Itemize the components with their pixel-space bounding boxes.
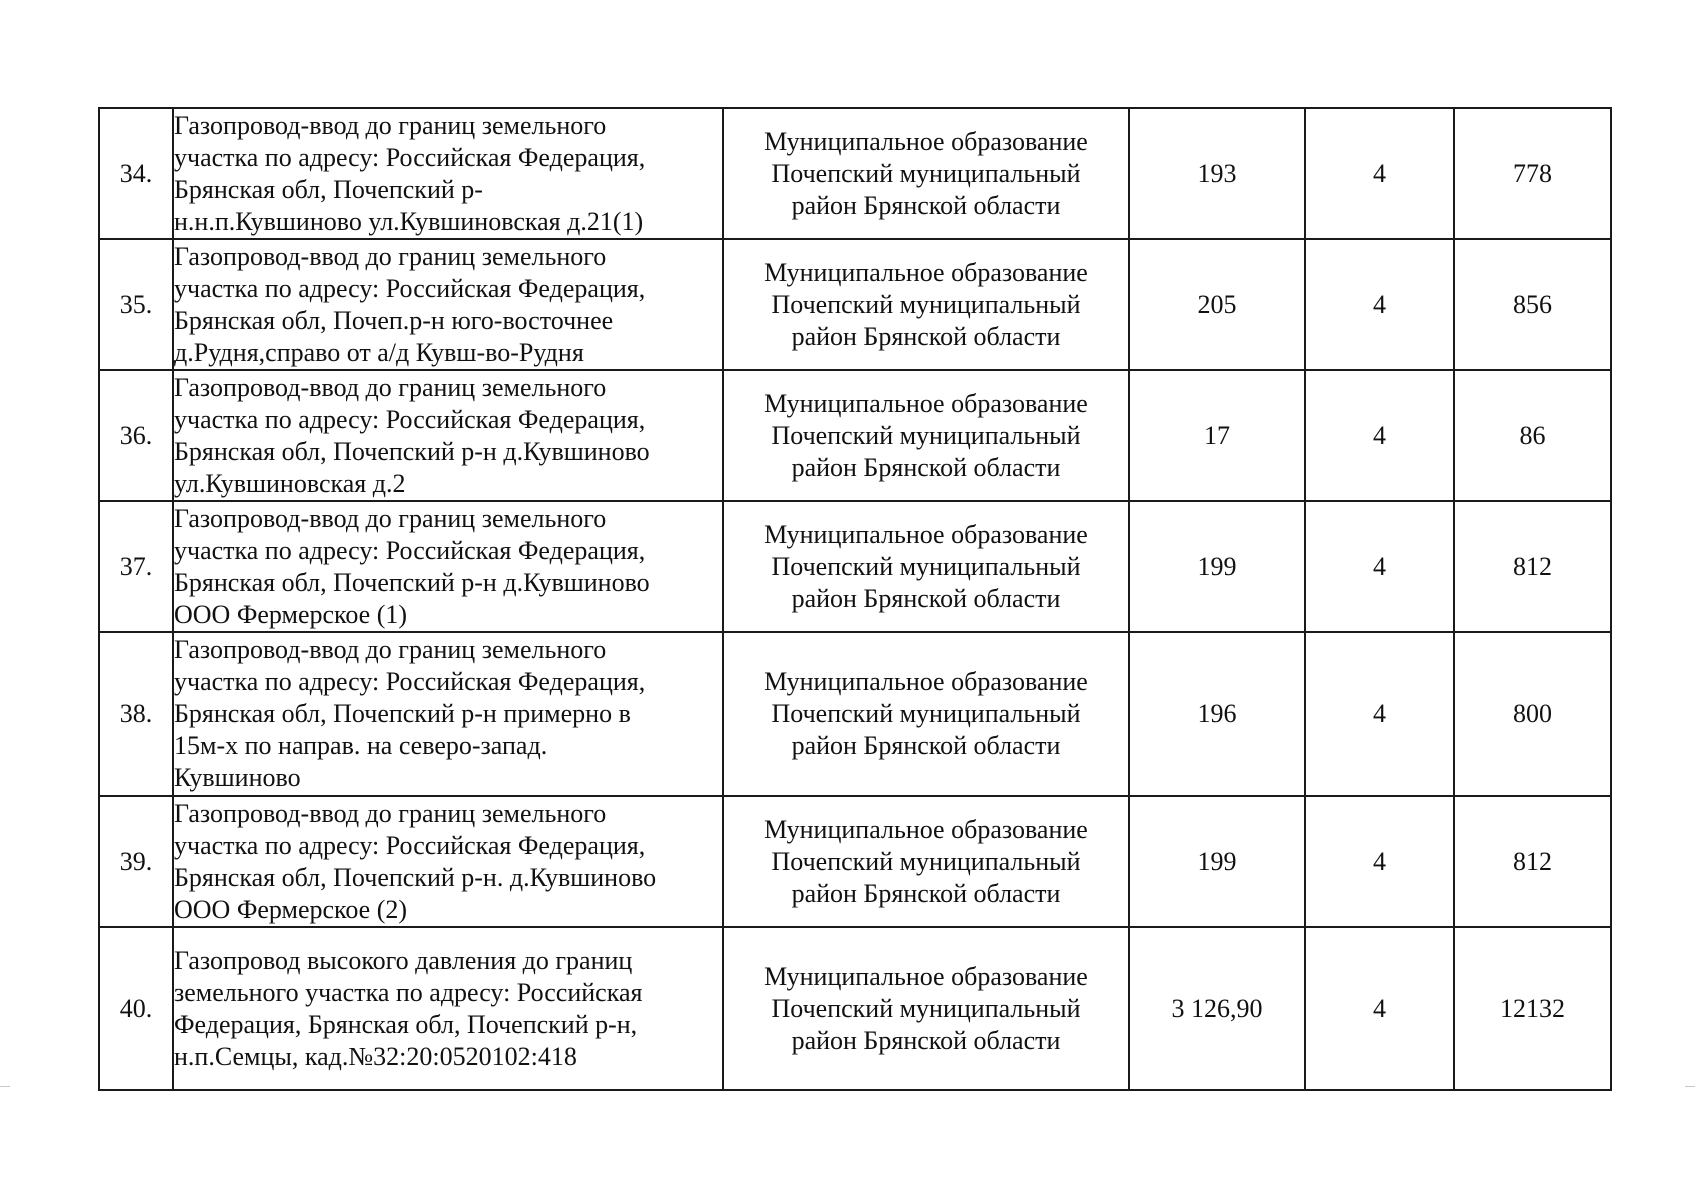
row-number: 38. xyxy=(99,632,173,796)
scan-edge-mark-left xyxy=(0,1086,10,1087)
category-value: 4 xyxy=(1305,796,1454,927)
object-name: Газопровод-ввод до границ земельного участка по адресу: Российская Федерация, Брянская обл, Почепский р- н.н.п.Кувшиново ул.Кувшиновская д.21(1) xyxy=(173,108,723,239)
table-row xyxy=(99,501,1611,632)
table-row xyxy=(99,927,1611,1090)
row-number: 35. xyxy=(99,239,173,370)
owner-name: Муниципальное образование Почепский муниципальный район Брянской области xyxy=(723,108,1129,239)
table-row xyxy=(99,108,1611,239)
length-value: 199 xyxy=(1129,796,1305,927)
object-name: Газопровод-ввод до границ земельного участка по адресу: Российская Федерация, Брянская обл, Почепский р-н. д.Кувшиново ООО Фермерское (2) xyxy=(173,796,723,927)
object-name: Газопровод-ввод до границ земельного участка по адресу: Российская Федерация, Брянская обл, Почепский р-н д.Кувшиново ООО Фермерское (1) xyxy=(173,501,723,632)
cost-value: 12132 xyxy=(1454,927,1611,1090)
category-value: 4 xyxy=(1305,370,1454,501)
registry-table xyxy=(98,107,1612,1091)
table-row xyxy=(99,239,1611,370)
row-number: 34. xyxy=(99,108,173,239)
scan-edge-mark-right xyxy=(1685,1086,1695,1087)
category-value: 4 xyxy=(1305,239,1454,370)
length-value: 196 xyxy=(1129,632,1305,796)
cost-value: 856 xyxy=(1454,239,1611,370)
table-row xyxy=(99,796,1611,927)
row-number: 39. xyxy=(99,796,173,927)
registry-table-body xyxy=(99,108,1611,1090)
cost-value: 812 xyxy=(1454,796,1611,927)
cost-value: 812 xyxy=(1454,501,1611,632)
object-name: Газопровод-ввод до границ земельного участка по адресу: Российская Федерация, Брянская обл, Почеп.р-н юго-восточнее д.Рудня,справо от а/д Кувш-во-Рудня xyxy=(173,239,723,370)
object-name: Газопровод-ввод до границ земельного участка по адресу: Российская Федерация, Брянская обл, Почепский р-н примерно в 15м-х по направ. на северо-запад. Кувшиново xyxy=(173,632,723,796)
row-number: 36. xyxy=(99,370,173,501)
length-value: 17 xyxy=(1129,370,1305,501)
cost-value: 800 xyxy=(1454,632,1611,796)
category-value: 4 xyxy=(1305,108,1454,239)
object-name: Газопровод высокого давления до границ земельного участка по адресу: Российская Федерация, Брянская обл, Почепский р-н, н.п.Семцы, кад.№32:20:0520102:418 xyxy=(173,927,723,1090)
length-value: 205 xyxy=(1129,239,1305,370)
document-page xyxy=(98,107,1610,1091)
length-value: 3 126,90 xyxy=(1129,927,1305,1090)
owner-name: Муниципальное образование Почепский муниципальный район Брянской области xyxy=(723,632,1129,796)
table-row xyxy=(99,370,1611,501)
cost-value: 778 xyxy=(1454,108,1611,239)
length-value: 193 xyxy=(1129,108,1305,239)
category-value: 4 xyxy=(1305,632,1454,796)
owner-name: Муниципальное образование Почепский муниципальный район Брянской области xyxy=(723,796,1129,927)
owner-name: Муниципальное образование Почепский муниципальный район Брянской области xyxy=(723,239,1129,370)
owner-name: Муниципальное образование Почепский муниципальный район Брянской области xyxy=(723,927,1129,1090)
owner-name: Муниципальное образование Почепский муниципальный район Брянской области xyxy=(723,501,1129,632)
length-value: 199 xyxy=(1129,501,1305,632)
row-number: 40. xyxy=(99,927,173,1090)
owner-name: Муниципальное образование Почепский муниципальный район Брянской области xyxy=(723,370,1129,501)
row-number: 37. xyxy=(99,501,173,632)
object-name: Газопровод-ввод до границ земельного участка по адресу: Российская Федерация, Брянская обл, Почепский р-н д.Кувшиново ул.Кувшиновская д.2 xyxy=(173,370,723,501)
cost-value: 86 xyxy=(1454,370,1611,501)
category-value: 4 xyxy=(1305,927,1454,1090)
category-value: 4 xyxy=(1305,501,1454,632)
table-row xyxy=(99,632,1611,796)
